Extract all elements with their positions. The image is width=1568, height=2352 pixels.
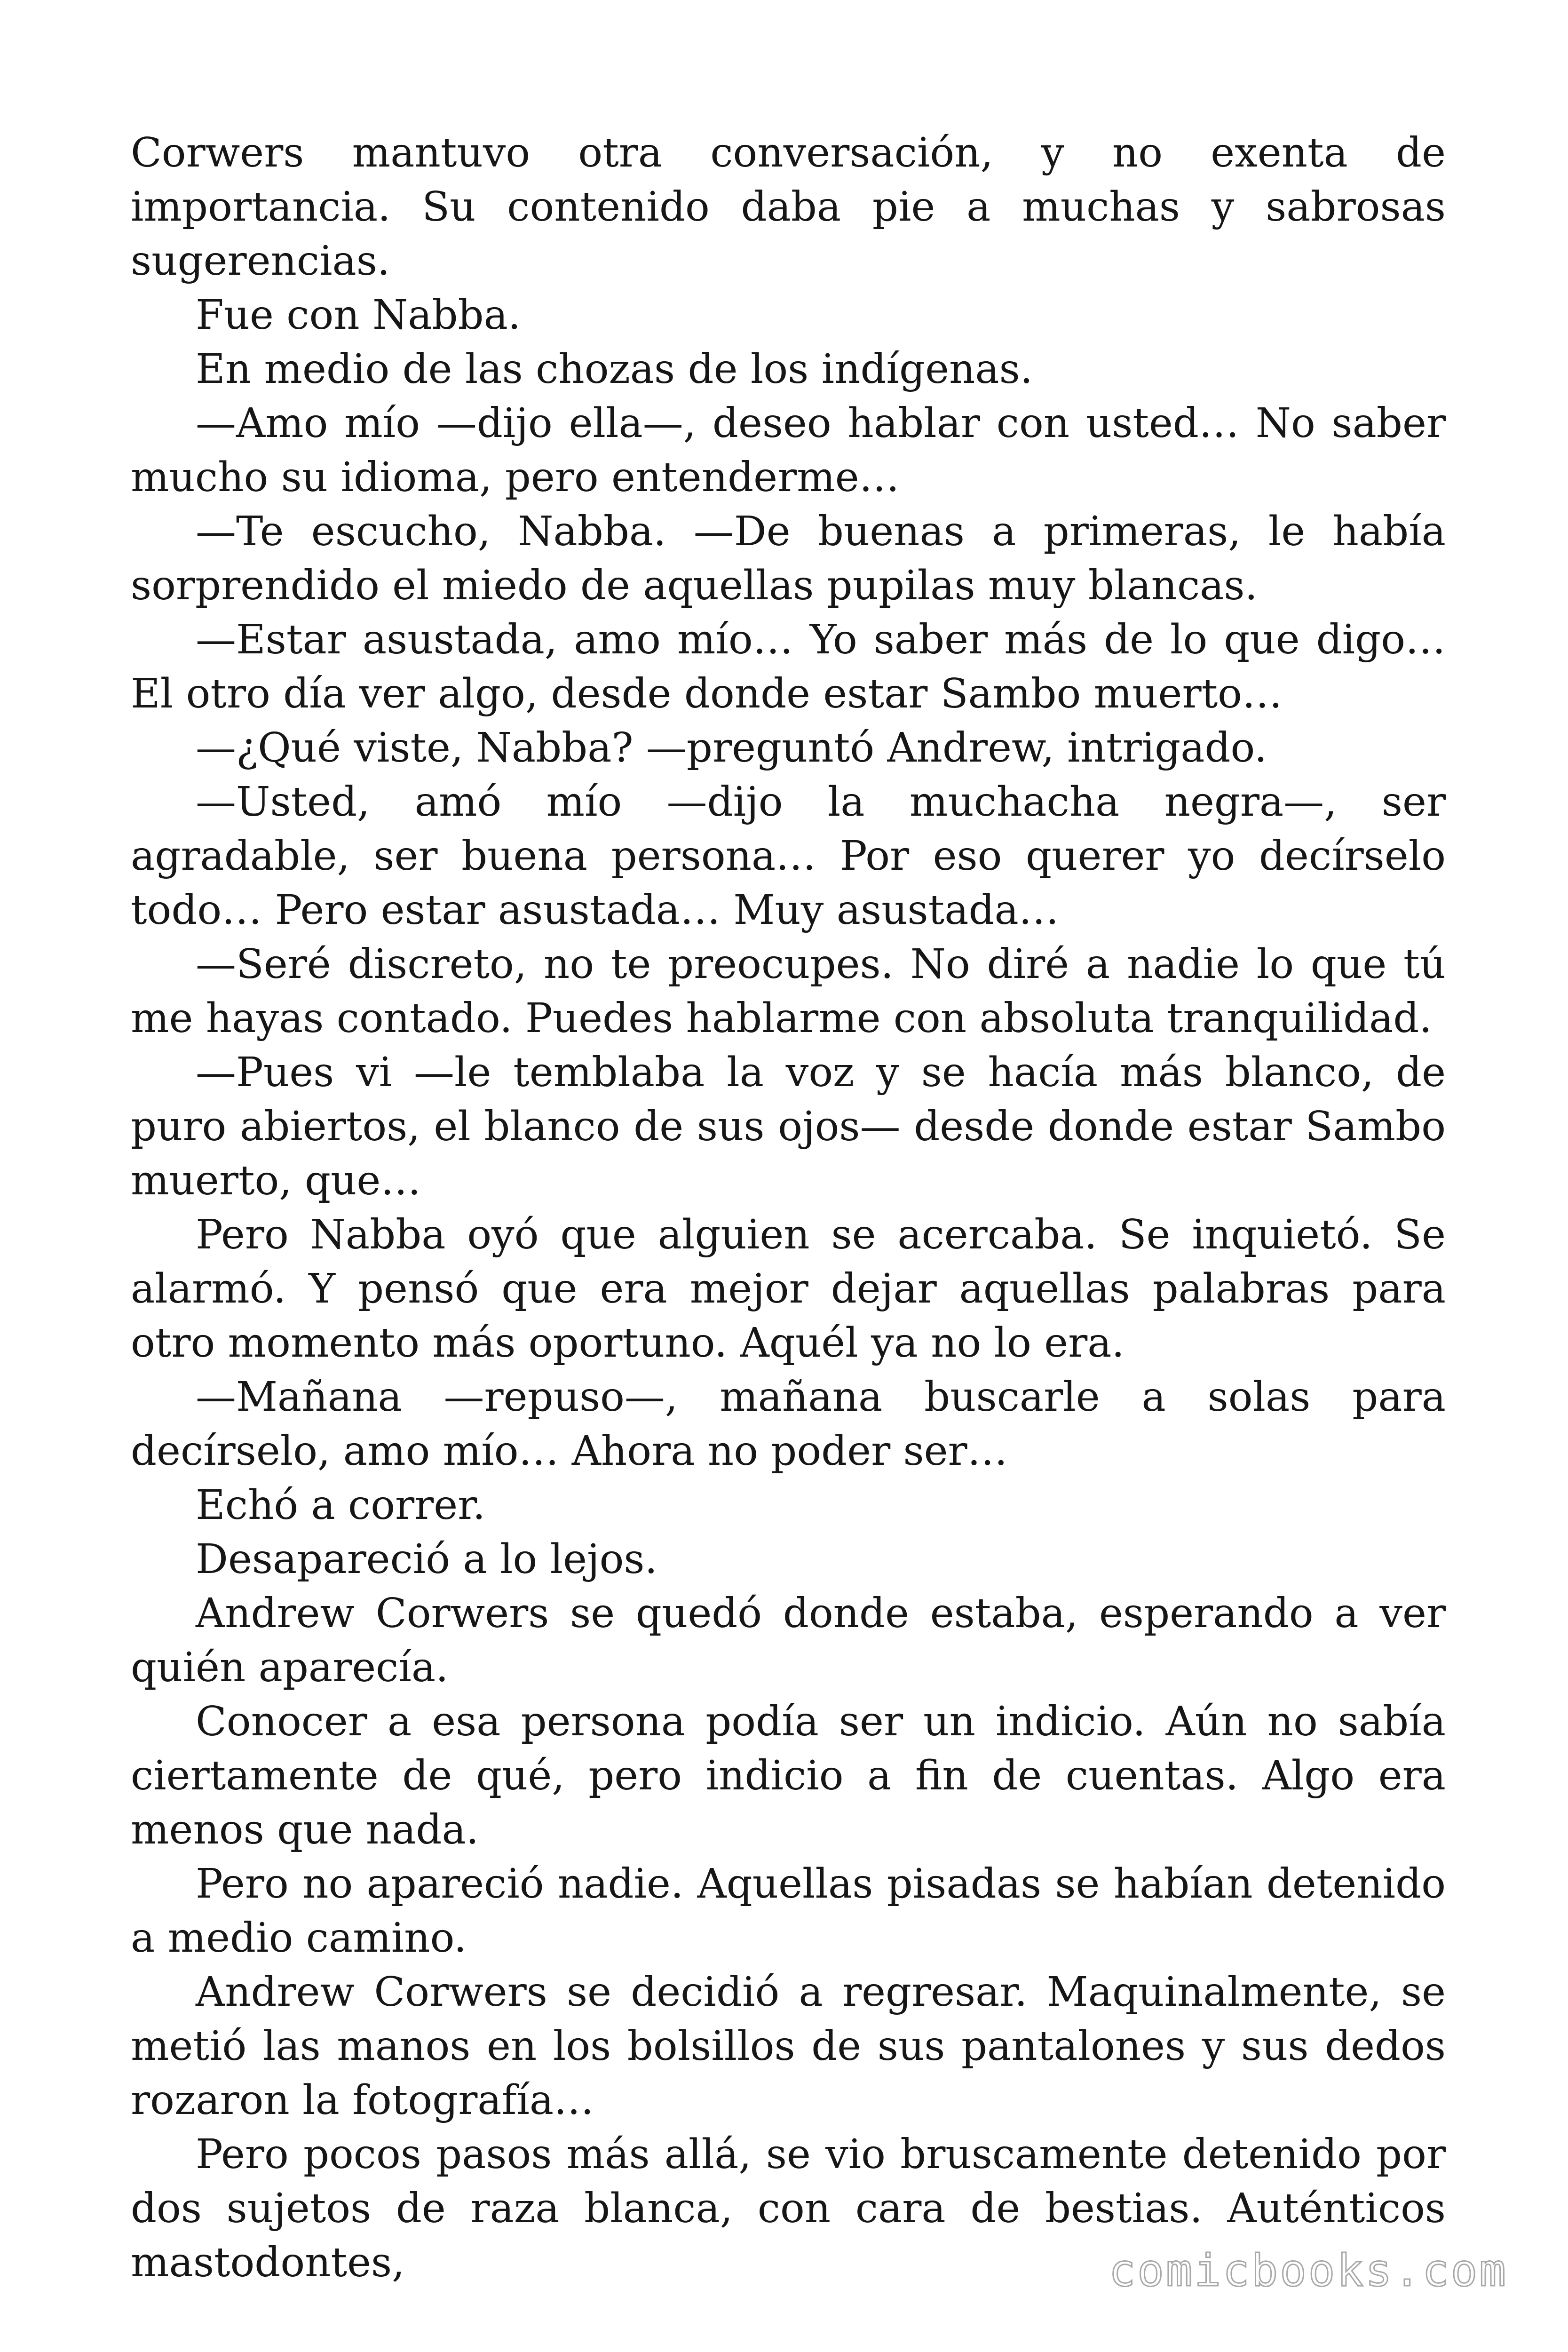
paragraph-7: —¿Qué viste, Nabba? —preguntó Andrew, intrigado.	[196, 724, 1267, 771]
paragraph-19: Pero pocos pasos más allá, se vio bruscamente detenido por dos sujetos de raza blanca, con cara de bestias. Auténticos mastodontes,	[131, 2131, 1446, 2286]
paragraph-5: —Te escucho, Nabba. —De buenas a primeras, le había sorprendido el miedo de aquellas pupilas muy blancas.	[131, 508, 1446, 609]
paragraph-15: Andrew Corwers se quedó donde estaba, esperando a ver quién aparecía.	[131, 1590, 1446, 1691]
paragraph-3: En medio de las chozas de los indígenas.	[196, 346, 1033, 393]
watermark: comicbooks.com	[1109, 2245, 1508, 2296]
paragraph-11: Pero Nabba oyó que alguien se acercaba. Se inquietó. Se alarmó. Y pensó que era mejor dejar aquellas palabras para otro momento más oportuno. Aquél ya no lo era.	[131, 1211, 1446, 1367]
body-text	[131, 126, 1446, 2290]
paragraph-2: Fue con Nabba.	[196, 292, 521, 339]
paragraph-14: Desapareció a lo lejos.	[196, 1536, 657, 1583]
paragraph-1: Corwers mantuvo otra conversación, y no exenta de importancia. Su contenido daba pie a muchas y sabrosas sugerencias.	[131, 129, 1446, 285]
paragraph-8: —Usted, amó mío —dijo la muchacha negra—, ser agradable, ser buena persona… Por eso querer yo decírselo todo… Pero estar asustada… Muy asustada…	[131, 779, 1446, 934]
paragraph-17: Pero no apareció nadie. Aquellas pisadas se habían detenido a medio camino.	[131, 1860, 1446, 1962]
paragraph-9: —Seré discreto, no te preocupes. No diré a nadie lo que tú me hayas contado. Puedes hablarme con absoluta tranquilidad.	[131, 941, 1446, 1042]
paragraph-18: Andrew Corwers se decidió a regresar. Maquinalmente, se metió las manos en los bolsillos de sus pantalones y sus dedos rozaron la fotografía…	[131, 1969, 1446, 2124]
paragraph-6: —Estar asustada, amo mío… Yo saber más de lo que digo… El otro día ver algo, desde donde estar Sambo muerto…	[131, 616, 1446, 717]
paragraph-16: Conocer a esa persona podía ser un indicio. Aún no sabía ciertamente de qué, pero indicio a fin de cuentas. Algo era menos que nada.	[131, 1698, 1446, 1853]
paragraph-12: —Mañana —repuso—, mañana buscarle a solas para decírselo, amo mío… Ahora no poder ser…	[131, 1374, 1446, 1475]
paragraph-10: —Pues vi —le temblaba la voz y se hacía más blanco, de puro abiertos, el blanco de sus ojos— desde donde estar Sambo muerto, que…	[131, 1049, 1446, 1204]
paragraph-4: —Amo mío —dijo ella—, deseo hablar con usted… No saber mucho su idioma, pero entenderme…	[131, 400, 1446, 501]
paragraph-13: Echó a correr.	[196, 1482, 486, 1529]
